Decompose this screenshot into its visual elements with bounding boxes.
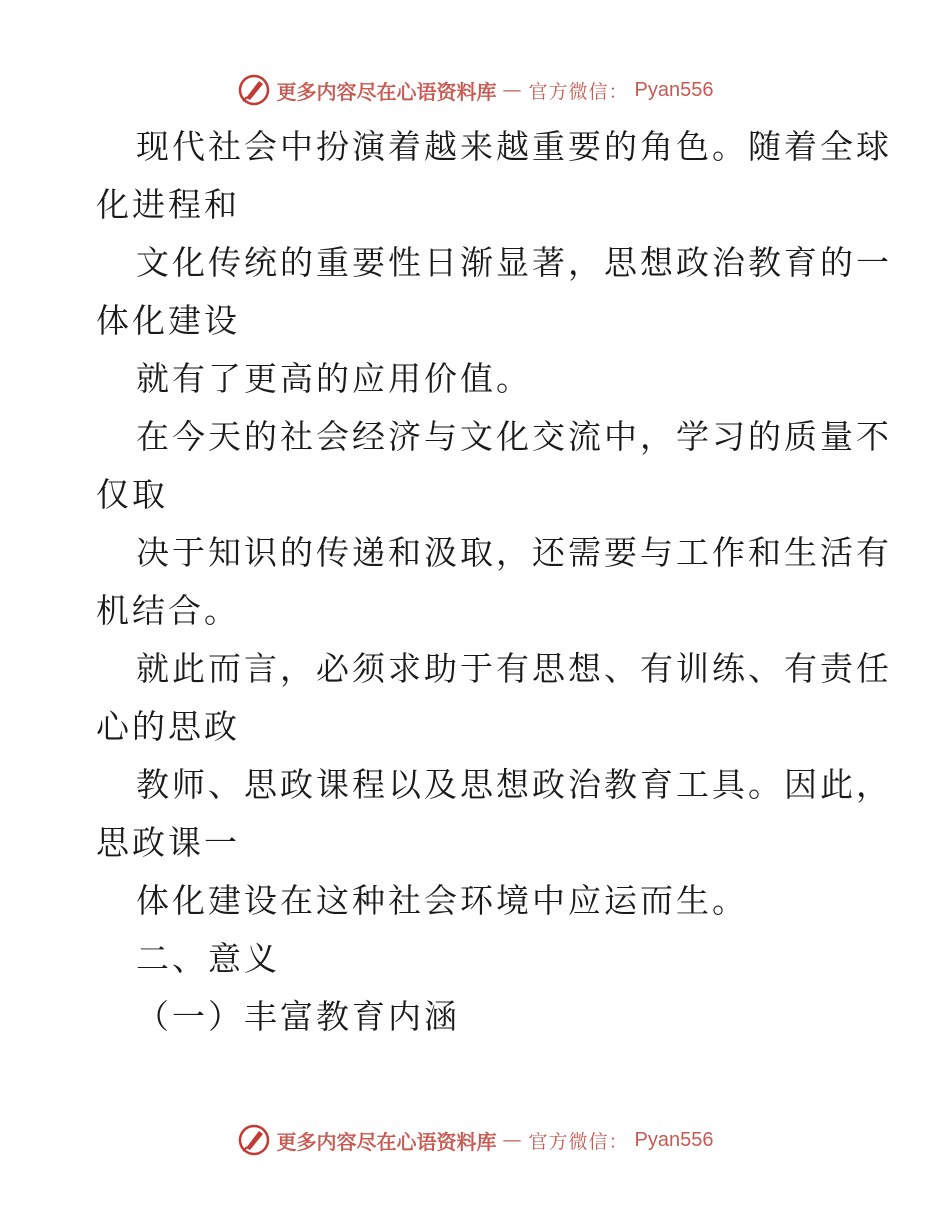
quill-pen-icon [237,73,271,107]
paragraph-line: 体化建设 [96,301,240,340]
watermark-code: Pyan556 [634,1128,714,1151]
paragraph-line: 在今天的社会经济与文化交流中，学习的质量不 [136,417,892,456]
watermark-dash: — [502,79,523,101]
quill-pen-icon [237,1123,271,1157]
watermark-main-text: 更多内容尽在心语资料库 [276,79,497,104]
document-body [96,118,892,1046]
watermark-sub-text: 官方微信： [528,1130,629,1153]
paragraph-line: 教师、思政课程以及思想政治教育工具。因此， [136,765,892,804]
paragraph-line: 就此而言，必须求助于有思想、有训练、有责任 [136,649,892,688]
subsection-heading: （一）丰富教育内涵 [136,997,460,1036]
paragraph-line: 现代社会中扮演着越来越重要的角色。随着全球 [136,127,892,166]
section-heading: 二、意义 [136,939,280,978]
paragraph-line: 仅取 [96,475,168,514]
watermark-sub-text: 官方微信： [528,80,629,103]
header-watermark [0,72,950,108]
watermark-dash: — [502,1129,523,1151]
watermark-main-text: 更多内容尽在心语资料库 [276,1129,497,1154]
footer-watermark [0,1122,950,1158]
paragraph-line: 就有了更高的应用价值。 [136,359,532,398]
paragraph-line: 心的思政 [96,707,240,746]
paragraph-line: 决于知识的传递和汲取，还需要与工作和生活有 [136,533,892,572]
paragraph-line: 机结合。 [96,591,240,630]
paragraph-line: 思政课一 [96,823,240,862]
watermark-code: Pyan556 [634,78,714,101]
paragraph-line: 化进程和 [96,185,240,224]
paragraph-line: 体化建设在这种社会环境中应运而生。 [136,881,748,920]
paragraph-line: 文化传统的重要性日渐显著，思想政治教育的一 [136,243,892,282]
